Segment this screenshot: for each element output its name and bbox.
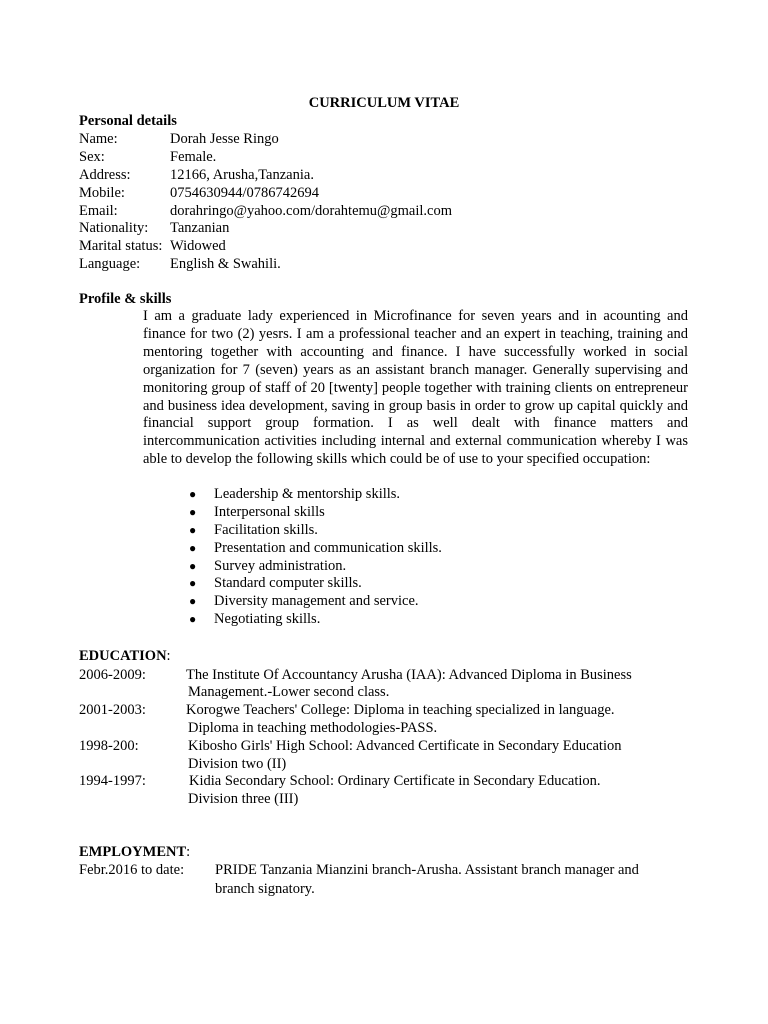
education-years: 2006-2009:	[79, 667, 146, 683]
personal-value-address: 12166, Arusha,Tanzania.	[170, 167, 314, 183]
skills-list	[189, 486, 442, 629]
personal-label-mobile: Mobile:	[79, 185, 125, 201]
education-institution: Korogwe Teachers' College: Diploma in teaching specialized in language.	[186, 702, 615, 718]
bullet-icon: ●	[189, 504, 197, 519]
personal-value-marital-status: Widowed	[170, 238, 226, 254]
education-heading: EDUCATION	[79, 648, 167, 664]
employment-heading-colon: :	[186, 844, 191, 860]
personal-value-mobile: 0754630944/0786742694	[170, 185, 320, 201]
personal-label-sex: Sex:	[79, 149, 105, 165]
education-detail: Management.-Lower second class.	[188, 684, 390, 700]
skill-item: ● Diversity management and service.	[189, 593, 419, 610]
skill-item: ● Leadership & mentorship skills.	[189, 486, 401, 502]
skill-item: ● Standard computer skills.	[189, 575, 362, 592]
bullet-icon: ●	[189, 576, 197, 591]
bullet-icon: ●	[189, 594, 197, 609]
employment-position: PRIDE Tanzania Mianzini branch-Arusha. Assistant branch manager and	[215, 862, 639, 878]
skill-item: ● Negotiating skills.	[189, 611, 321, 628]
employment-date: Febr.2016 to date:	[79, 862, 185, 878]
personal-label-address: Address:	[79, 167, 131, 183]
skill-item: ● Interpersonal skills	[189, 503, 325, 520]
education-years: 1998-200:	[79, 738, 139, 754]
bullet-icon: ●	[189, 558, 197, 573]
document-title: CURRICULUM VITAE	[308, 95, 460, 111]
bullet-icon: ●	[189, 487, 197, 501]
employment-heading-line	[79, 843, 190, 861]
education-institution: Kidia Secondary School: Ordinary Certificate in Secondary Education.	[189, 773, 601, 789]
education-years: 2001-2003:	[79, 702, 146, 718]
skill-item: ● Survey administration.	[189, 557, 347, 574]
personal-value-email: dorahringo@yahoo.com/dorahtemu@gmail.com	[170, 203, 452, 219]
education-institution: The Institute Of Accountancy Arusha (IAA): Advanced Diploma in Business	[186, 667, 632, 683]
personal-label-marital-status: Marital status:	[79, 238, 163, 254]
personal-label-email: Email:	[79, 203, 118, 219]
bullet-icon: ●	[189, 612, 197, 627]
employment-heading: EMPLOYMENT	[79, 844, 187, 860]
education-heading-colon: :	[166, 648, 171, 664]
personal-label-name: Name:	[79, 131, 118, 147]
profile-paragraph: I am a graduate lady experienced in Microfinance for seven years and in acounting and finance for two (2) yesrs. I am a professional teacher and an expert in teaching, training and mentoring together with accounting and finance. I have successfully worked in social organization for 7 (seven) years as an assistant branch manager. Generally supervising and monitoring group of staff of 20 [twenty] people together with training clients on entrepreneur and business idea development, saving in group basis in order to grow up capital quickly and financial support group formation. I as well dealt with finance matters and intercommunication activities including internal and external communication whereby I was able to develop the following skills which could be of use to your specified occupation:	[143, 308, 688, 468]
profile-skills-heading: Profile & skills	[79, 291, 172, 307]
employment-detail: branch signatory.	[215, 881, 315, 897]
personal-label-language: Language:	[79, 256, 141, 272]
skill-item: ● Facilitation skills.	[189, 521, 318, 538]
education-years: 1994-1997:	[79, 773, 146, 789]
personal-value-sex: Female.	[170, 149, 217, 165]
personal-value-language: English & Swahili.	[170, 256, 281, 272]
skill-item: ● Presentation and communication skills.	[189, 539, 442, 556]
personal-value-name: Dorah Jesse Ringo	[170, 131, 279, 147]
education-detail: Division two (II)	[188, 756, 287, 772]
education-detail: Diploma in teaching methodologies-PASS.	[188, 720, 438, 736]
education-institution: Kibosho Girls' High School: Advanced Certificate in Secondary Education	[188, 738, 622, 754]
bullet-icon: ●	[189, 522, 197, 537]
education-heading-line	[79, 647, 171, 665]
education-detail: Division three (III)	[188, 791, 299, 807]
bullet-icon: ●	[189, 540, 197, 555]
personal-value-nationality: Tanzanian	[170, 220, 230, 236]
personal-label-nationality: Nationality:	[79, 220, 149, 236]
personal-details-heading: Personal details	[79, 113, 177, 129]
